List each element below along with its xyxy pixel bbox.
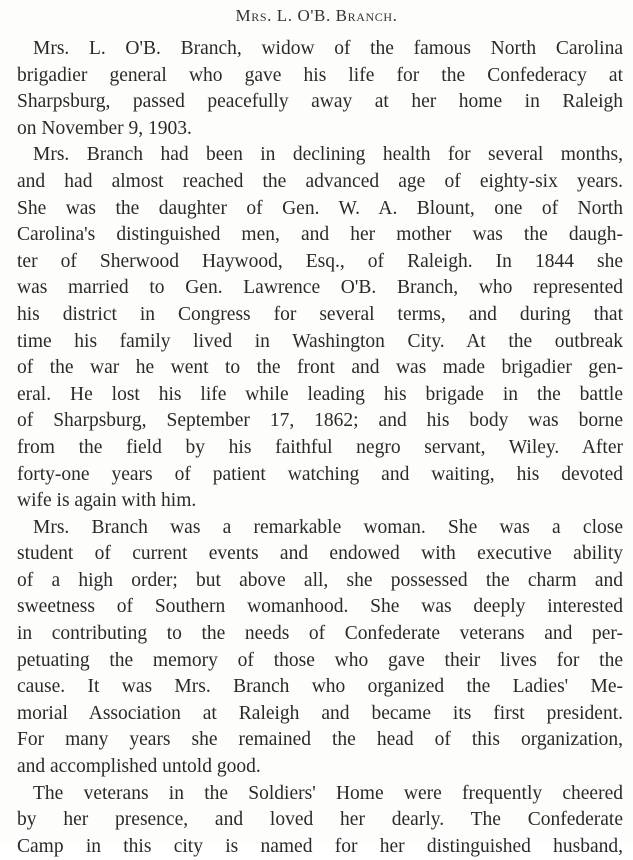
text-line: by her presence, and loved her dearly. The Confederate — [17, 809, 623, 831]
text-line: student of current events and endowed with executive ability — [17, 543, 623, 565]
text-line: brigadier general who gave his life for the Confederacy at — [17, 64, 623, 86]
text-line: and had almost reached the advanced age of eighty-six years. — [17, 170, 623, 192]
text-line: Sharpsburg, passed peacefully away at her home in Raleigh — [17, 91, 623, 113]
article-body — [17, 36, 623, 860]
text-line: on November 9, 1903. — [17, 117, 192, 139]
paragraph-2 — [17, 142, 623, 514]
text-line: sweetness of Southern womanhood. She was deeply interested — [17, 596, 623, 618]
text-line: from the field by his faithful negro servant, Wiley. After — [17, 436, 623, 458]
text-line: of the war he went to the front and was made brigadier gen- — [17, 357, 623, 379]
text-line: of a high order; but above all, she possessed the charm and — [17, 569, 623, 591]
text-line: and accomplished untold good. — [17, 756, 261, 778]
text-line: morial Association at Raleigh and became its first president. — [17, 702, 623, 724]
text-line: was married to Gen. Lawrence O'B. Branch, who represented — [17, 277, 623, 299]
article-title: Mrs. L. O'B. Branch. — [235, 6, 398, 25]
paragraph-1 — [17, 36, 623, 142]
text-line: cause. It was Mrs. Branch who organized the Ladies' Me- — [17, 676, 623, 698]
text-line: his district in Congress for several terms, and during that — [17, 303, 623, 325]
text-line: Mrs. L. O'B. Branch, widow of the famous North Carolina — [33, 38, 623, 59]
text-line: of Sharpsburg, September 17, 1862; and his body was borne — [17, 410, 623, 432]
text-line: Mrs. Branch had been in declining health for several months, — [33, 144, 623, 166]
text-line: petuating the memory of those who gave their lives for the — [17, 649, 623, 671]
text-line: eral. He lost his life while leading his brigade in the battle — [17, 383, 623, 405]
text-line: She was the daughter of Gen. W. A. Blount, one of North — [17, 197, 623, 219]
text-line: Mrs. Branch was a remarkable woman. She was a close — [33, 516, 623, 538]
paragraph-3 — [17, 515, 623, 781]
text-line: forty-one years of patient watching and waiting, his devoted — [17, 463, 623, 485]
text-line: For many years she remained the head of this organization, — [17, 729, 623, 751]
text-line: Camp in this city is named for her distinguished husband, — [17, 835, 623, 857]
text-line: The veterans in the Soldiers' Home were frequently cheered — [33, 782, 623, 804]
text-line: in contributing to the needs of Confederate veterans and per- — [17, 623, 623, 645]
text-line: ter of Sherwood Haywood, Esq., of Raleigh. In 1844 she — [17, 250, 623, 272]
text-line: wife is again with him. — [17, 490, 197, 512]
text-line: Carolina's distinguished men, and her mother was the daugh- — [17, 224, 623, 246]
text-line: time his family lived in Washington City. At the outbreak — [17, 330, 623, 352]
paragraph-4 — [17, 781, 623, 860]
